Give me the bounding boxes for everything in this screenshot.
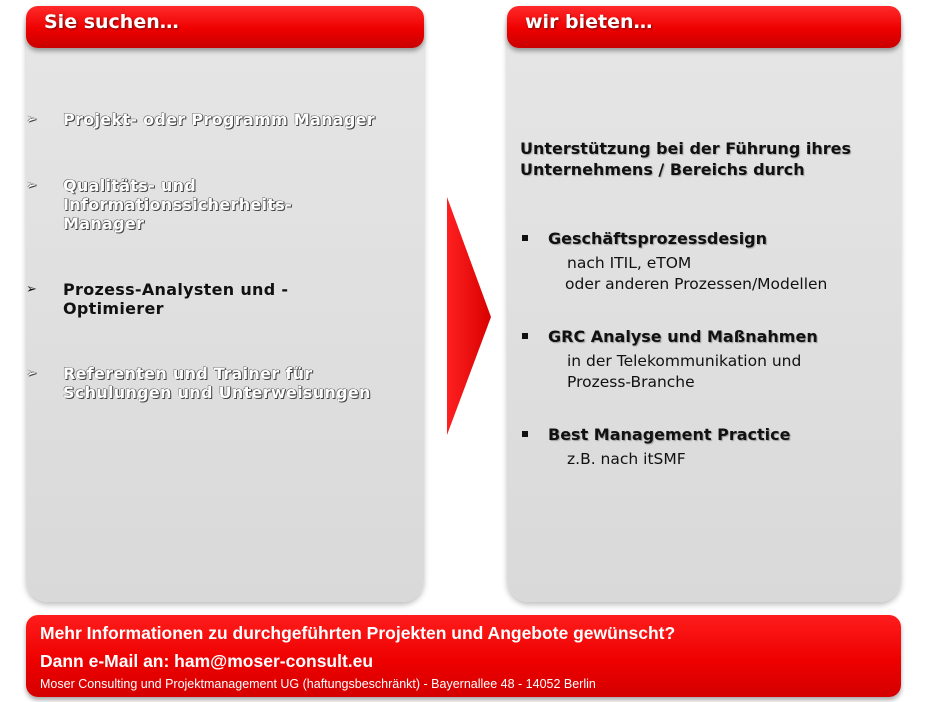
service-title: GRC Analyse und Maßnahmen xyxy=(548,327,818,346)
left-header-tab xyxy=(26,6,424,48)
chevron-right-icon xyxy=(447,197,493,437)
list-item-label: Referenten und Trainer für Schulungen und Unterweisungen xyxy=(63,364,371,402)
company-address: Moser Consulting und Projektmanagement UG (haftungsbeschränkt) - Bayernallee 48 - 14052 Berlin xyxy=(40,677,596,691)
list-item-label: Projekt- oder Programm Manager xyxy=(63,110,375,129)
service-detail-line: in der Telekommunikation und xyxy=(567,352,802,370)
service-title: Best Management Practice xyxy=(548,425,791,444)
arrow-bullet-icon: ➢ xyxy=(26,282,37,297)
service-title: Geschäftsprozessdesign xyxy=(548,229,768,248)
arrow-bullet-icon: ➢ xyxy=(26,112,37,127)
offer-intro: Unterstützung bei der Führung ihres Unternehmens / Bereichs durch xyxy=(520,139,851,179)
service-detail xyxy=(567,351,801,393)
service-detail xyxy=(567,449,686,470)
square-bullet-icon xyxy=(522,333,528,339)
arrow-bullet-icon: ➢ xyxy=(26,178,37,193)
right-panel xyxy=(507,6,901,602)
contact-email-line[interactable]: Dann e-Mail an: ham@moser-consult.eu xyxy=(40,651,374,671)
right-header-title: wir bieten… xyxy=(525,11,653,33)
right-header-tab xyxy=(507,6,901,48)
contact-headline: Mehr Informationen zu durchgeführten Projekten und Angebote gewünscht? xyxy=(40,623,676,643)
service-detail-line: Prozess-Branche xyxy=(567,373,695,391)
square-bullet-icon xyxy=(522,235,528,241)
service-detail-line: nach ITIL, eTOM xyxy=(567,254,692,272)
square-bullet-icon xyxy=(522,431,528,437)
left-panel xyxy=(26,6,424,602)
arrow-bullet-icon: ➢ xyxy=(26,366,37,381)
list-item-label: Qualitäts- und Informationssicherheits-Manager xyxy=(63,176,293,233)
service-detail xyxy=(567,253,827,295)
service-detail-line: oder anderen Prozessen/Modellen xyxy=(565,275,828,293)
left-header-title: Sie suchen… xyxy=(44,11,179,33)
service-detail-line: z.B. nach itSMF xyxy=(567,450,686,468)
contact-banner xyxy=(26,615,901,697)
list-item-label: Prozess-Analysten und -Optimierer xyxy=(63,280,289,318)
